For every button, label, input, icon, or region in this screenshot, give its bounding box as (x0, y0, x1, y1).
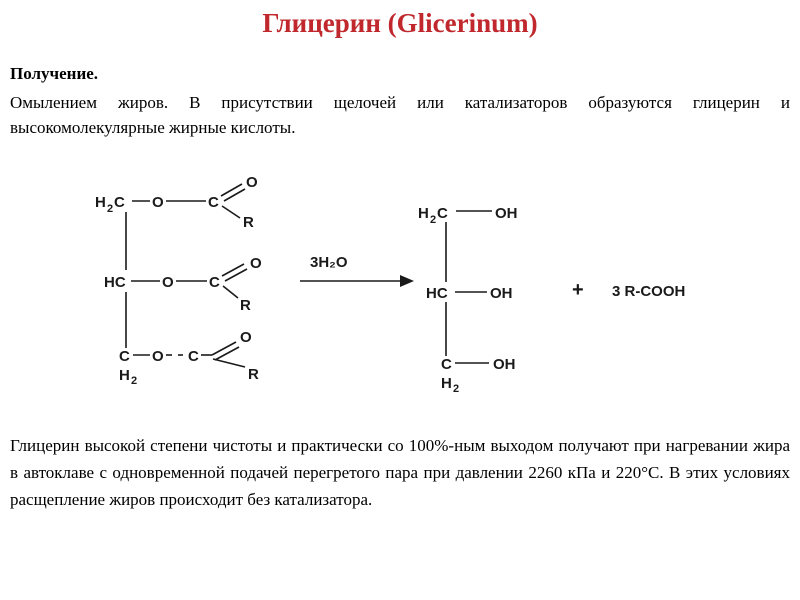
plus-sign: + (572, 279, 584, 301)
fatty-acid-label: 3 R-COOH (612, 283, 686, 300)
body-paragraph (10, 432, 790, 513)
svg-text:C: C (114, 194, 125, 211)
svg-text:H: H (418, 205, 429, 222)
svg-text:2: 2 (430, 214, 437, 226)
svg-text:C: C (208, 194, 219, 211)
svg-text:R: R (243, 214, 254, 231)
triglyceride-structure (95, 174, 262, 387)
svg-text:HC: HC (426, 285, 448, 302)
svg-text:R: R (240, 297, 251, 314)
svg-text:C: C (209, 274, 220, 291)
reaction-arrow (300, 254, 414, 287)
svg-text:H: H (119, 367, 130, 384)
svg-text:O: O (162, 274, 174, 291)
svg-text:O: O (240, 329, 252, 346)
svg-text:C: C (441, 356, 452, 373)
intro-text: Омылением жиров. В присутствии щелочей или катализаторов образуются глицерин и высокомолекулярные жирные кислоты. (10, 93, 790, 137)
section-heading: Получение. (10, 64, 99, 83)
svg-text:H: H (441, 375, 452, 392)
svg-text:R: R (248, 366, 259, 383)
ch2-bottom-label: C (119, 348, 130, 365)
body-text: Глицерин высокой степени чистоты и практически со 100%-ным выходом получают при нагревании жира в автоклаве с одновременной подачей перегретого пара при давлении 2260 кПа и 220°С. В этих условиях расщепление жиров происходит без катализатора. (10, 436, 790, 509)
intro-paragraph (10, 90, 790, 140)
svg-text:2: 2 (107, 203, 114, 215)
svg-text:2: 2 (453, 383, 460, 395)
svg-text:O: O (246, 174, 258, 191)
svg-text:OH: OH (490, 285, 513, 302)
svg-text:OH: OH (493, 356, 516, 373)
svg-text:OH: OH (495, 205, 518, 222)
reagent-label: 3H₂O (310, 254, 348, 271)
svg-text:C: C (437, 205, 448, 222)
page-title: Глицерин (Glicerinum) (262, 8, 538, 38)
glycerol-structure (418, 205, 518, 395)
svg-text:O: O (152, 194, 164, 211)
svg-text:2: 2 (131, 375, 138, 387)
svg-text:O: O (152, 348, 164, 365)
saponification-reaction-scheme (0, 160, 800, 410)
svg-text:O: O (250, 255, 262, 272)
arrow-head (400, 275, 414, 287)
svg-text:C: C (188, 348, 199, 365)
ch2-top-label: H (95, 194, 106, 211)
ch-middle-label: HC (104, 274, 126, 291)
